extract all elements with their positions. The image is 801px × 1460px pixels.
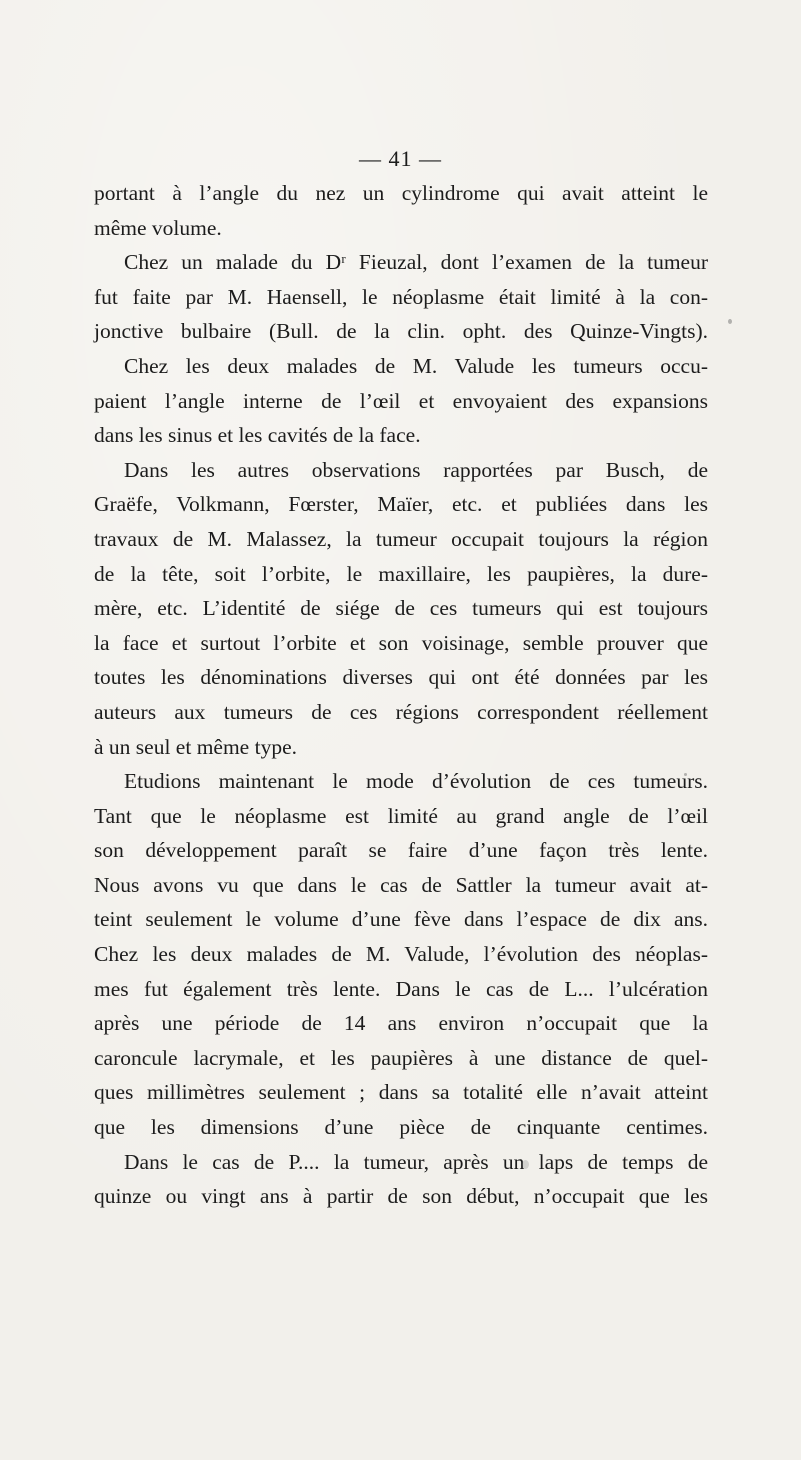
text-line: toutes les dénominations diverses qui ont été données par les [94, 665, 708, 690]
text-line: fut faite par M. Haensell, le néoplasme était limité à la con- [94, 284, 708, 309]
text-line: mes fut également très lente. Dans le cas de L... l’ulcération [94, 976, 708, 1001]
text-line: jonctive bulbaire (Bull. de la clin. opht. des Quinze-Vingts). [94, 319, 708, 344]
text-line: Dans le cas de P.... la tumeur, après un laps de temps de [124, 1149, 708, 1174]
text-line: Chez les deux malades de M. Valude les tumeurs occu- [124, 353, 708, 378]
text-line: teint seulement le volume d’une fève dans l’espace de dix ans. [94, 907, 708, 932]
text-line: Nous avons vu que dans le cas de Sattler la tumeur avait at- [94, 872, 708, 897]
paper-speck [728, 319, 732, 324]
text-line: dans les sinus et les cavités de la face. [94, 423, 421, 448]
page-number: — 41 — [359, 146, 442, 171]
text-line: Graëfe, Volkmann, Fœrster, Maïer, etc. et publiées dans les [94, 492, 708, 517]
text-line: Etudions maintenant le mode d’évolution de ces tumeurs. [124, 769, 708, 794]
text-line: la face et surtout l’orbite et son voisinage, semble prouver que [94, 630, 708, 655]
text-line: Chez les deux malades de M. Valude, l’évolution des néoplas- [94, 942, 708, 967]
text-line: après une période de 14 ans environ n’occupait que la [94, 1011, 708, 1036]
paper-speck [684, 773, 687, 776]
text-line: portant à l’angle du nez un cylindrome qui avait atteint le [94, 181, 708, 205]
body-text [94, 176, 708, 1214]
text-line: Chez un malade du Dʳ Fieuzal, dont l’examen de la tumeur [124, 250, 708, 275]
text-line: son développement paraît se faire d’une façon très lente. [94, 838, 708, 863]
text-line: à un seul et même type. [94, 734, 297, 759]
text-line: mère, etc. L’identité de siége de ces tumeurs qui est toujours [94, 596, 708, 621]
text-line: de la tête, soit l’orbite, le maxillaire, les paupières, la dure- [94, 561, 708, 586]
text-line: Tant que le néoplasme est limité au grand angle de l’œil [94, 803, 708, 828]
text-line: même volume. [94, 215, 222, 240]
text-line: que les dimensions d’une pièce de cinquante centimes. [94, 1115, 708, 1140]
text-line: auteurs aux tumeurs de ces régions correspondent réellement [94, 699, 708, 724]
text-line: paient l’angle interne de l’œil et envoyaient des expansions [94, 388, 708, 413]
text-line: caroncule lacrymale, et les paupières à une distance de quel- [94, 1045, 708, 1070]
text-line: travaux de M. Malassez, la tumeur occupait toujours la région [94, 526, 708, 551]
paper-speck [522, 1160, 529, 1169]
text-line: ques millimètres seulement ; dans sa totalité elle n’avait atteint [94, 1080, 708, 1105]
text-line: Dans les autres observations rapportées par Busch, de [124, 457, 708, 482]
text-line: quinze ou vingt ans à partir de son début, n’occupait que les [94, 1184, 708, 1209]
